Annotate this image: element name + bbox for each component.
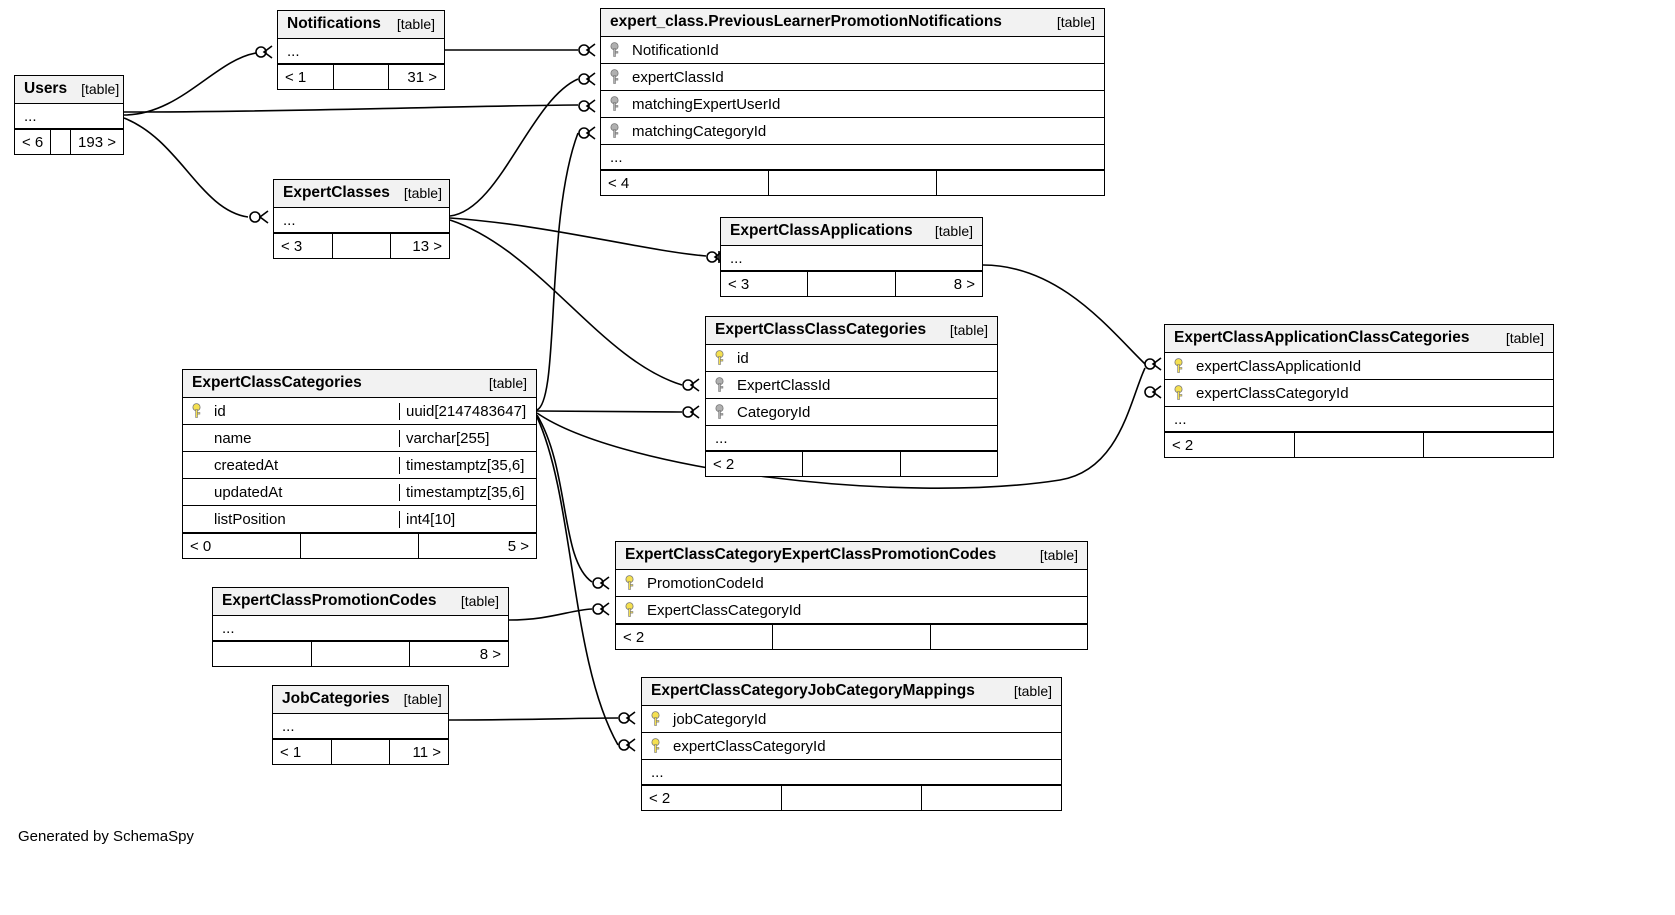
table-footer [616,624,1087,649]
table-footer [1165,432,1553,457]
table-type-tag: [table] [1013,683,1052,699]
table-name: expert_class.PreviousLearnerPromotionNotifications [610,13,1002,30]
primary-key-icon [1173,358,1184,374]
children-count: 8 > [953,275,975,293]
table-column-row [706,399,997,426]
table-column-row [721,246,982,271]
table-type-tag: [table] [1056,14,1095,30]
primary-key-icon [714,350,725,366]
footer-spacer [51,130,71,154]
table-expertclasspromotioncodes[interactable] [212,587,509,667]
table-column-row [642,760,1061,785]
column-name: id [737,349,749,367]
column-name: id [214,402,226,420]
parents-count: < 1 [273,740,332,764]
table-column-row [601,145,1104,170]
parents-count: < 4 [601,171,769,195]
table-column-row [1165,353,1553,380]
key-icon [183,403,210,419]
footer-spacer [333,234,392,258]
table-name: ExpertClassApplications [730,222,913,239]
children-count: 193 > [78,133,116,151]
column-name: ExpertClassId [737,376,831,394]
table-column-row [278,39,444,64]
table-column-row [601,37,1104,64]
column-ellipsis: ... [651,763,664,781]
table-type-tag: [table] [949,322,988,338]
table-type-tag: [table] [934,223,973,239]
children-count: 5 > [507,537,529,555]
column-ellipsis: ... [287,42,300,60]
column-ellipsis: ... [715,429,728,447]
footer-spacer [769,171,937,195]
table-column-row [706,345,997,372]
footer-spacer [332,740,391,764]
column-name: matchingExpertUserId [632,95,781,113]
key-icon [601,96,628,112]
column-name: createdAt [214,456,279,474]
table-title [213,588,508,616]
primary-key-icon [1173,385,1184,401]
parents-count: < 2 [1165,433,1295,457]
table-column-row [706,372,997,399]
primary-key-icon [609,96,620,112]
parents-count: < 2 [706,452,803,476]
footer-spacer [301,534,419,558]
table-name: JobCategories [282,690,390,707]
column-name: expertClassCategoryId [1196,384,1349,402]
primary-key-icon [191,403,202,419]
primary-key-icon [609,42,620,58]
table-users[interactable] [14,75,124,155]
parents-count: < 3 [721,272,808,296]
table-name: ExpertClassApplicationClassCategories [1174,329,1470,346]
table-title [616,542,1087,570]
table-name: ExpertClassPromotionCodes [222,592,437,609]
table-name: ExpertClassClassCategories [715,321,927,338]
primary-key-icon [650,711,661,727]
table-expertclasscategoryjobcategorymappings[interactable] [641,677,1062,811]
table-column-row [706,426,997,451]
table-name: ExpertClassCategoryExpertClassPromotionCodes [625,546,997,563]
key-icon [601,69,628,85]
table-name: Notifications [287,15,381,32]
parents-count: < 2 [642,786,782,810]
table-name: Users [24,80,68,97]
primary-key-icon [624,575,635,591]
footer-spacer [782,786,922,810]
table-expertclasses[interactable] [273,179,450,259]
column-name: expertClassId [632,68,724,86]
table-column-row [601,64,1104,91]
table-footer [721,271,982,296]
children-count [1424,433,1553,457]
table-column-row [1165,380,1553,407]
key-icon [706,377,733,393]
table-title [601,9,1104,37]
column-type: timestamptz[35,6] [399,484,536,501]
key-icon [706,404,733,420]
column-name: expertClassCategoryId [673,737,826,755]
table-column-row [15,104,123,129]
primary-key-icon [714,377,725,393]
column-name: NotificationId [632,41,719,59]
table-name: ExpertClassCategories [192,374,362,391]
primary-key-icon [624,602,635,618]
table-jobcategories[interactable] [272,685,449,765]
table-column-row [1165,407,1553,432]
table-title [274,180,449,208]
parents-count: < 6 [15,130,51,154]
table-previous_learner_promotion_notifications[interactable] [600,8,1105,196]
table-type-tag: [table] [403,691,442,707]
key-icon [1165,358,1192,374]
table-title [278,11,444,39]
table-expertclassapplications[interactable] [720,217,983,297]
table-footer [274,233,449,258]
table-name: ExpertClasses [283,184,390,201]
table-expertclasscategoryexpertclasspromotioncodes[interactable] [615,541,1088,650]
table-column-row [601,91,1104,118]
key-icon [706,350,733,366]
table-column-row [213,616,508,641]
footer-spacer [312,642,411,666]
column-name: matchingCategoryId [632,122,767,140]
table-column-row [183,452,536,479]
table-title [721,218,982,246]
column-name: name [214,429,252,447]
column-name: jobCategoryId [673,710,767,728]
children-count: 8 > [479,645,502,663]
table-type-tag: [table] [488,375,527,391]
table-footer [15,129,123,154]
column-ellipsis: ... [222,619,235,637]
table-column-row [616,570,1087,597]
table-type-tag: [table] [396,16,435,32]
children-count [922,786,1061,810]
key-icon [642,738,669,754]
table-footer [213,641,508,666]
table-title [183,370,536,398]
table-column-row [601,118,1104,145]
column-name: listPosition [214,510,286,528]
primary-key-icon [609,123,620,139]
table-title [706,317,997,345]
table-footer [601,170,1104,195]
column-type: timestamptz[35,6] [399,457,536,474]
column-ellipsis: ... [1174,410,1187,428]
key-icon [601,42,628,58]
parents-count: < 1 [278,65,334,89]
parents-count: < 2 [616,625,773,649]
column-name: CategoryId [737,403,811,421]
table-title [1165,325,1553,353]
table-column-row [183,425,536,452]
key-icon [616,575,643,591]
table-type-tag: [table] [403,185,442,201]
children-count: 31 > [407,68,438,86]
footer-spacer [773,625,930,649]
column-name: updatedAt [214,483,283,501]
column-ellipsis: ... [283,211,296,229]
table-footer [706,451,997,476]
column-name: PromotionCodeId [647,574,764,592]
key-icon [642,711,669,727]
primary-key-icon [609,69,620,85]
table-type-tag: [table] [1505,330,1544,346]
footer-spacer [334,65,390,89]
parents-count [213,642,312,666]
column-type: varchar[255] [399,430,536,447]
diagram-caption: Generated by SchemaSpy [18,828,194,845]
table-name: ExpertClassCategoryJobCategoryMappings [651,682,975,699]
footer-spacer [808,272,895,296]
table-expertclasscategories[interactable] [182,369,537,559]
table-title [642,678,1061,706]
table-title [273,686,448,714]
table-type-tag: [table] [81,81,120,97]
table-column-row [183,506,536,533]
table-footer [273,739,448,764]
column-ellipsis: ... [24,107,37,125]
children-count [937,171,1104,195]
table-column-row [642,706,1061,733]
footer-spacer [1295,433,1425,457]
parents-count: < 0 [183,534,301,558]
table-column-row [273,714,448,739]
table-footer [183,533,536,558]
column-type: int4[10] [399,511,536,528]
column-ellipsis: ... [282,717,295,735]
key-icon [616,602,643,618]
table-expertclassclasscategories[interactable] [705,316,998,477]
column-ellipsis: ... [730,249,743,267]
table-footer [278,64,444,89]
table-expertclassapplicationclasscategories[interactable] [1164,324,1554,458]
column-type: uuid[2147483647] [399,403,536,420]
children-count: 13 > [412,237,443,255]
table-column-row [183,479,536,506]
table-notifications[interactable] [277,10,445,90]
parents-count: < 3 [274,234,333,258]
table-title [15,76,123,104]
table-column-row [274,208,449,233]
footer-spacer [803,452,900,476]
table-footer [642,785,1061,810]
table-type-tag: [table] [1039,547,1078,563]
children-count [901,452,997,476]
children-count: 11 > [412,743,442,761]
table-column-row [642,733,1061,760]
table-column-row [183,398,536,425]
children-count [931,625,1087,649]
key-icon [601,123,628,139]
table-column-row [616,597,1087,624]
column-name: expertClassApplicationId [1196,357,1362,375]
column-ellipsis: ... [610,148,623,166]
primary-key-icon [650,738,661,754]
table-type-tag: [table] [460,593,499,609]
key-icon [1165,385,1192,401]
primary-key-icon [714,404,725,420]
column-name: ExpertClassCategoryId [647,601,802,619]
